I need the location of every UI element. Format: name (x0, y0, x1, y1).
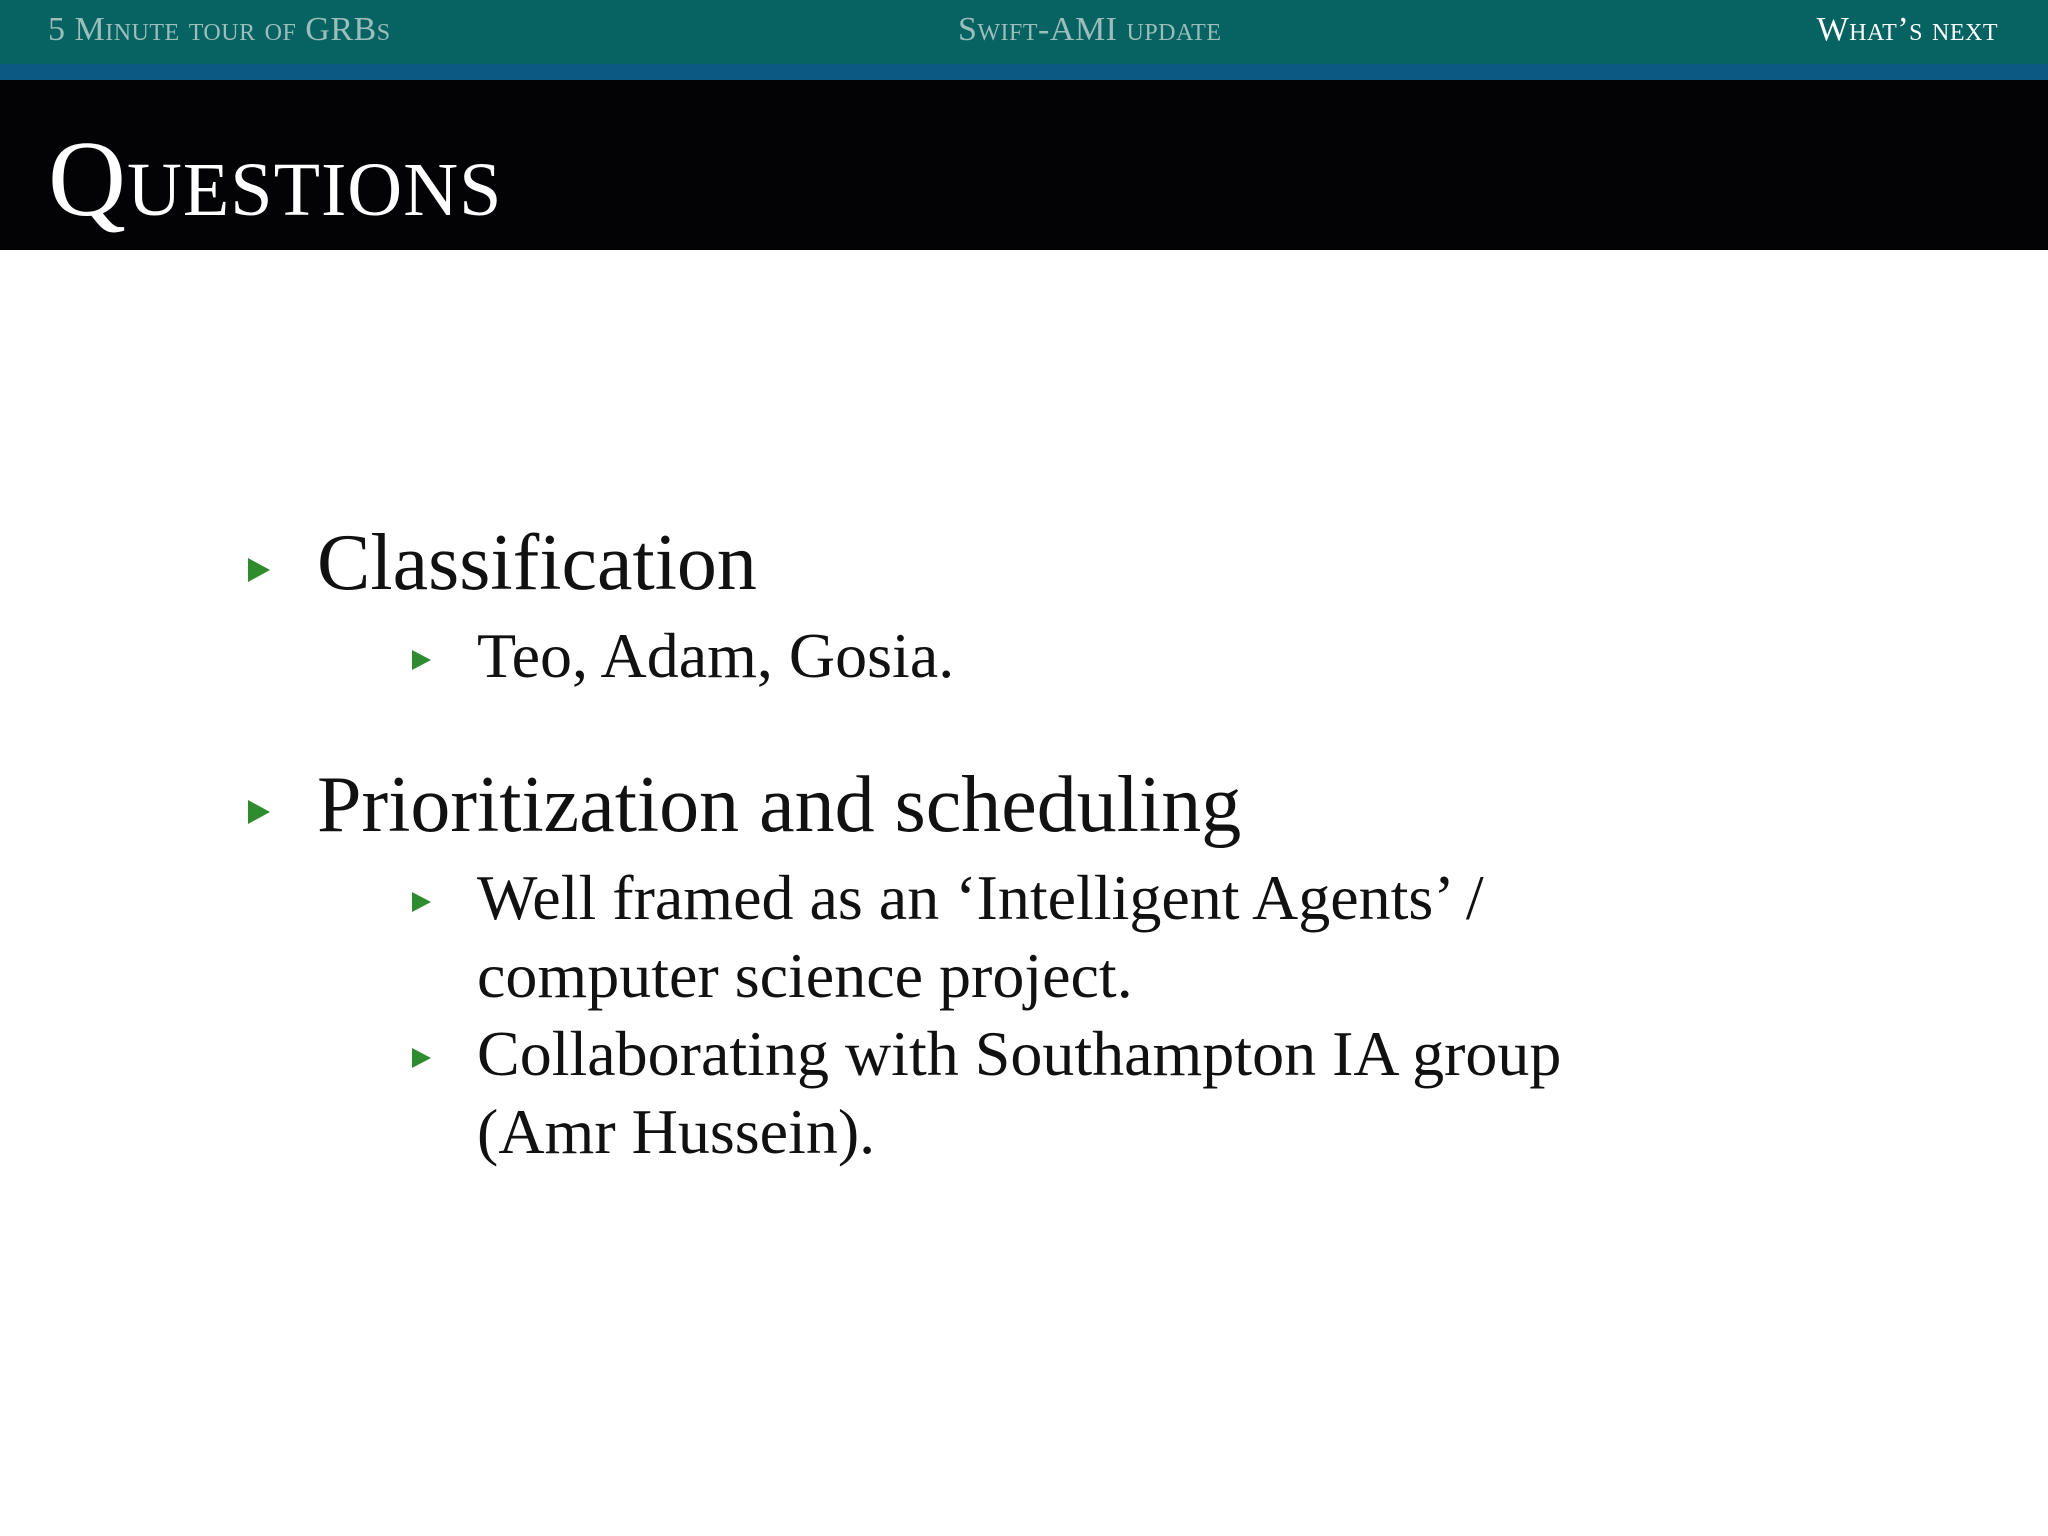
nav-section-whats-next[interactable]: What’s next (1816, 11, 1998, 48)
frame-title-bar (0, 80, 2048, 250)
accent-divider (0, 64, 2048, 80)
bullet-triangle-icon (248, 558, 270, 582)
slide-body (0, 250, 2048, 1536)
sub-item-intelligent-agents-line-2: computer science project. (477, 940, 1133, 1011)
sub-bullet-triangle-icon (412, 650, 431, 670)
sub-item-southampton-line-2: (Amr Hussein). (477, 1096, 876, 1167)
sub-item-intelligent-agents-line-1: Well framed as an ‘Intelligent Agents’ / (477, 862, 1484, 933)
frame-title: Questions (48, 120, 503, 239)
bullet-triangle-icon (248, 800, 270, 824)
nav-section-grb-tour[interactable]: 5 Minute tour of GRBs (48, 11, 391, 48)
sub-bullet-triangle-icon (412, 1048, 431, 1068)
top-navigation-bar (0, 0, 2048, 64)
bullet-item-classification: Classification (317, 519, 757, 607)
sub-item-southampton-line-1: Collaborating with Southampton IA group (477, 1018, 1562, 1089)
sub-item-team-names: Teo, Adam, Gosia. (477, 620, 955, 691)
bullet-item-prioritization: Prioritization and scheduling (317, 761, 1242, 849)
sub-bullet-triangle-icon (412, 892, 431, 912)
nav-section-swift-ami-update[interactable]: Swift-AMI update (958, 11, 1222, 48)
